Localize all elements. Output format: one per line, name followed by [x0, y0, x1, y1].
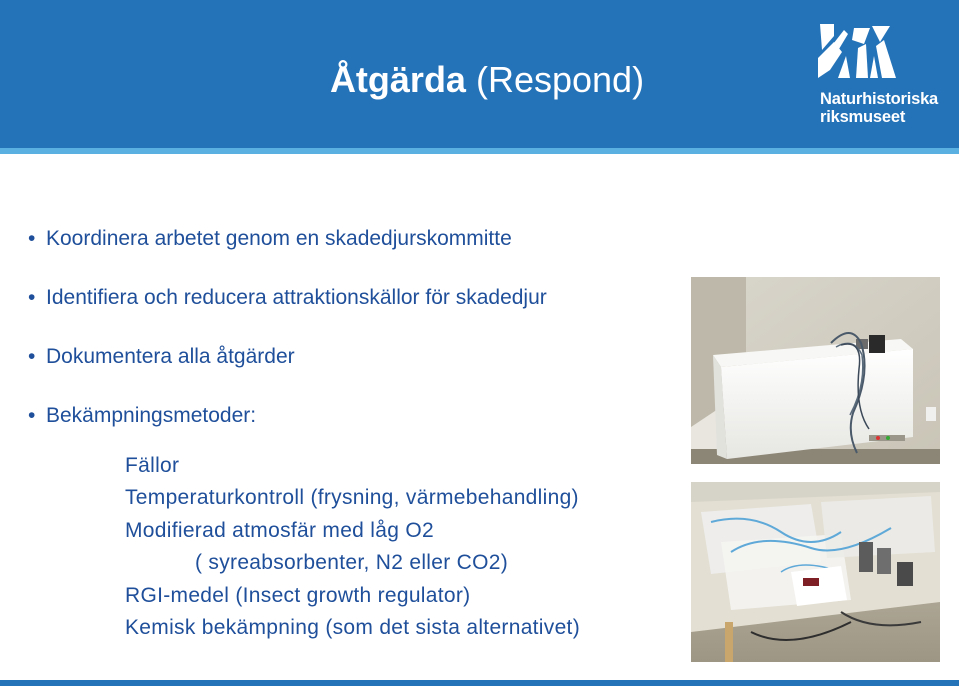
bullet-item: • Bekämpningsmetoder: [28, 403, 708, 429]
slide-title [0, 58, 959, 101]
method-list [125, 450, 725, 644]
freezer-photo [691, 277, 940, 464]
header-divider [0, 148, 959, 154]
logo-mark-icon [818, 22, 898, 84]
logo-text [820, 90, 938, 126]
footer-divider [0, 680, 959, 686]
logo-line1: Naturhistoriska [820, 90, 939, 108]
method-item: ( syreabsorbenter, N2 eller CO2) [195, 551, 509, 575]
bullet-item: • Koordinera arbetet genom en skadedjurskommitte [28, 226, 708, 252]
bullet-list [28, 226, 708, 429]
oxygen-absorber-photo [691, 482, 940, 662]
bullet-item: • Dokumentera alla åtgärder [28, 344, 708, 370]
bullet-item: • Identifiera och reducera attraktionskällor för skadedjur [28, 285, 708, 311]
method-item: RGI-medel (Insect growth regulator) [125, 583, 471, 607]
museum-logo [818, 22, 948, 132]
method-item: Modifierad atmosfär med låg O2 [125, 518, 434, 542]
method-item: Fällor [125, 454, 180, 477]
method-item: Temperaturkontroll (frysning, värmebehandling) [125, 486, 579, 510]
title-rest: (Respond) [465, 59, 645, 100]
logo-line2: riksmuseet [820, 108, 906, 126]
title-bold: Åtgärda [329, 59, 466, 100]
method-item: Kemisk bekämpning (som det sista alternativet) [125, 616, 580, 640]
